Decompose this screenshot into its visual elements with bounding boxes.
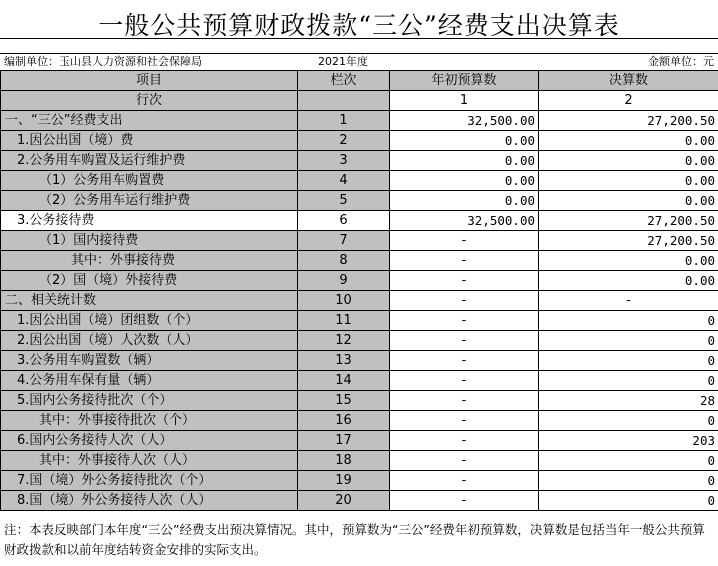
row-item: 2.公务用车购置及运行维护费: [1, 151, 298, 171]
row-col: 15: [298, 391, 390, 411]
row-final: 0.00: [539, 251, 718, 271]
table-row: [1, 291, 718, 311]
table-row: [1, 371, 718, 391]
row-final: 0.00: [539, 131, 718, 151]
header-budget: 年初预算数: [390, 71, 539, 91]
row-budget: -: [390, 351, 539, 371]
row-budget: 0.00: [390, 131, 539, 151]
row-item: 1.因公出国（境）费: [1, 131, 298, 151]
row-budget: -: [390, 371, 539, 391]
row-col: 7: [298, 231, 390, 251]
row-col: 5: [298, 191, 390, 211]
row-item: 8.国（境）外公务接待人次（人）: [1, 491, 298, 511]
fiscal-year: 2021年度: [318, 55, 368, 68]
header-final: 决算数: [539, 71, 718, 91]
header-row: [1, 71, 718, 91]
row-final: -: [539, 291, 718, 311]
row-col: 16: [298, 411, 390, 431]
header-col: 栏次: [298, 71, 390, 91]
table-row: [1, 491, 718, 511]
row-final: 27,200.50: [539, 231, 718, 251]
row-final: 0: [539, 451, 718, 471]
subheader-col: [298, 91, 390, 111]
expenditure-table: [0, 70, 718, 511]
row-item: 其中：外事接待费: [1, 251, 298, 271]
row-col: 1: [298, 111, 390, 131]
row-item: 3.公务用车购置数（辆）: [1, 351, 298, 371]
row-final: 0: [539, 491, 718, 511]
row-item: 6.国内公务接待人次（人）: [1, 431, 298, 451]
row-final: 0: [539, 371, 718, 391]
row-col: 2: [298, 131, 390, 151]
row-col: 12: [298, 331, 390, 351]
table-row: [1, 391, 718, 411]
row-item: （2）公务用车运行维护费: [1, 191, 298, 211]
row-budget: -: [390, 231, 539, 251]
table-row: [1, 111, 718, 131]
row-col: 14: [298, 371, 390, 391]
table-row: [1, 271, 718, 291]
row-budget: -: [390, 491, 539, 511]
row-item: 其中：外事接待批次（个）: [1, 411, 298, 431]
row-final: 0: [539, 331, 718, 351]
row-item: 4.公务用车保有量（辆）: [1, 371, 298, 391]
row-col: 19: [298, 471, 390, 491]
table-row: [1, 211, 718, 231]
row-col: 17: [298, 431, 390, 451]
row-item: （2）国（境）外接待费: [1, 271, 298, 291]
table-row: [1, 411, 718, 431]
row-item: 其中：外事接待人次（人）: [1, 451, 298, 471]
row-item: 5.国内公务接待批次（个）: [1, 391, 298, 411]
row-col: 10: [298, 291, 390, 311]
subheader-row: [1, 91, 718, 111]
table-row: [1, 151, 718, 171]
table-row: [1, 451, 718, 471]
table-row: [1, 191, 718, 211]
header-item: 项目: [1, 71, 298, 91]
row-item: （1）公务用车购置费: [1, 171, 298, 191]
row-budget: 0.00: [390, 151, 539, 171]
table-row: [1, 251, 718, 271]
row-final: 0: [539, 351, 718, 371]
row-budget: 32,500.00: [390, 211, 539, 231]
row-col: 11: [298, 311, 390, 331]
row-final: 27,200.50: [539, 211, 718, 231]
row-budget: 0.00: [390, 171, 539, 191]
row-item: （1）国内接待费: [1, 231, 298, 251]
row-item: 3.公务接待费: [1, 211, 298, 231]
row-item: 一、“三公”经费支出: [1, 111, 298, 131]
row-col: 4: [298, 171, 390, 191]
row-col: 9: [298, 271, 390, 291]
row-budget: -: [390, 331, 539, 351]
row-item: 二、相关统计数: [1, 291, 298, 311]
row-col: 13: [298, 351, 390, 371]
row-col: 8: [298, 251, 390, 271]
row-col: 18: [298, 451, 390, 471]
row-final: 27,200.50: [539, 111, 718, 131]
row-final: 0.00: [539, 171, 718, 191]
row-budget: -: [390, 431, 539, 451]
table-row: [1, 171, 718, 191]
row-col: 3: [298, 151, 390, 171]
row-final: 203: [539, 431, 718, 451]
row-item: 1.因公出国（境）团组数（个）: [1, 311, 298, 331]
row-final: 28: [539, 391, 718, 411]
row-budget: -: [390, 451, 539, 471]
row-budget: -: [390, 411, 539, 431]
table-row: [1, 431, 718, 451]
title-divider: [0, 38, 718, 39]
table-row: [1, 351, 718, 371]
row-final: 0.00: [539, 151, 718, 171]
table-row: [1, 471, 718, 491]
row-item: 7.国（境）外公务接待批次（个）: [1, 471, 298, 491]
row-budget: 0.00: [390, 191, 539, 211]
row-budget: -: [390, 251, 539, 271]
row-final: 0: [539, 471, 718, 491]
row-budget: -: [390, 271, 539, 291]
reporting-unit: 编制单位：玉山县人力资源和社会保障局: [4, 55, 202, 68]
row-col: 20: [298, 491, 390, 511]
row-budget: -: [390, 291, 539, 311]
row-final: 0: [539, 411, 718, 431]
subheader-budget: 1: [390, 91, 539, 111]
table-row: [1, 311, 718, 331]
amount-unit: 金额单位：元: [648, 55, 714, 68]
row-item: 2.因公出国（境）人次数（人）: [1, 331, 298, 351]
row-budget: -: [390, 471, 539, 491]
row-final: 0.00: [539, 191, 718, 211]
table-row: [1, 131, 718, 151]
row-col: 6: [298, 211, 390, 231]
page-title: 一般公共预算财政拨款“三公”经费支出决算表: [98, 11, 620, 40]
row-budget: -: [390, 391, 539, 411]
row-budget: 32,500.00: [390, 111, 539, 131]
footnote: 注：本表反映部门本年度“三公”经费支出预决算情况。其中，预算数为“三公”经费年初预算数，决算数是包括当年一般公共预算财政拨款和以前年度结转资金安排的实际支出。: [4, 522, 705, 557]
table-row: [1, 331, 718, 351]
table-row: [1, 231, 718, 251]
row-budget: -: [390, 311, 539, 331]
subheader-final: 2: [539, 91, 718, 111]
row-final: 0.00: [539, 271, 718, 291]
subheader-item: 行次: [1, 91, 298, 111]
row-final: 0: [539, 311, 718, 331]
